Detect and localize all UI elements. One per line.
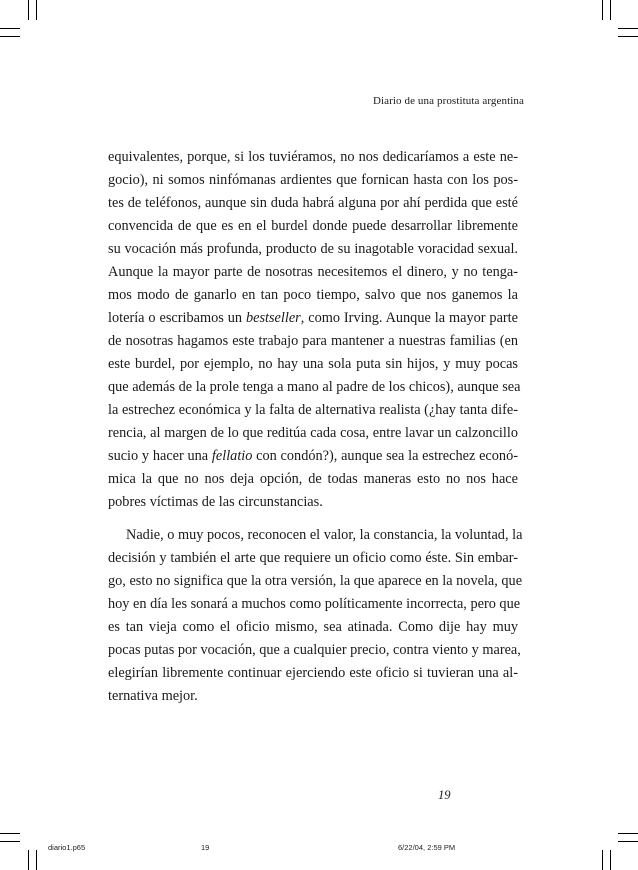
text-line: hoy en día les sonará a muchos como políticamente incorrecta, pero que <box>108 596 521 612</box>
text-line: ternativa mejor. <box>108 688 198 704</box>
text-line: gocio), ni somos ninfómanas ardientes que fornican hasta con los pos- <box>108 172 518 188</box>
italic-term: fellatio <box>211 448 253 464</box>
text-line: sucio y hacer una fellatio con condón?), aunque sea la estrechez econó- <box>108 448 518 464</box>
text-line: equivalentes, porque, si los tuviéramos, no nos dedicaríamos a este ne- <box>108 149 518 165</box>
text-line: pocas putas por vocación, que a cualquier precio, contra viento y marea, <box>108 642 521 658</box>
text-line: decisión y también el arte que requiere un oficio como éste. Sin embar- <box>108 550 518 566</box>
text-line: es tan vieja como el oficio mismo, sea atinada. Como dije hay muy <box>108 619 518 635</box>
paragraph <box>108 524 523 708</box>
text-line: este burdel, por ejemplo, no hay una sola puta sin hijos, y muy pocas <box>108 356 518 372</box>
text-line: su vocación más profunda, producto de su inagotable voracidad sexual. <box>108 241 518 257</box>
text-line: de nosotras hagamos este trabajo para mantener a nuestras familias (en <box>108 333 518 349</box>
text-line: convencida de que es en el burdel donde puede desarrollar libremente <box>108 218 518 234</box>
italic-term: bestseller <box>245 310 301 326</box>
paragraph-gap <box>108 514 518 524</box>
slug-file-name: diario1.p65 <box>48 843 86 852</box>
text-line: tes de teléfonos, aunque sin duda habrá alguna por ahí perdida que esté <box>108 195 518 211</box>
text-line: pobres víctimas de las circunstancias. <box>108 494 323 510</box>
running-head: Diario de una prostituta argentina <box>372 95 524 107</box>
paragraph <box>108 146 521 514</box>
slug-datetime: 6/22/04, 2:59 PM <box>398 843 456 852</box>
slug-page: 19 <box>201 843 210 852</box>
text-line: lotería o escribamos un bestseller, como Irving. Aunque la mayor parte <box>108 310 518 326</box>
text-line: mica la que no nos deja opción, de todas maneras esto no nos hace <box>108 471 518 487</box>
text-line: mos modo de ganarlo en tan poco tiempo, salvo que nos ganemos la <box>108 287 518 303</box>
text-line: go, esto no significa que la otra versión, la que aparece en la novela, que <box>108 573 523 589</box>
text-line: rencia, al margen de lo que reditúa cada cosa, entre lavar un calzoncillo <box>108 425 518 441</box>
text-line: Aunque la mayor parte de nosotras necesitemos el dinero, y no tenga- <box>108 264 518 280</box>
text-line: elegirían libremente continuar ejerciendo este oficio si tuvieran una al- <box>108 665 518 681</box>
text-line: Nadie, o muy pocos, reconocen el valor, la constancia, la voluntad, la <box>126 527 523 543</box>
body-text <box>108 146 523 708</box>
page-number: 19 <box>438 788 451 802</box>
text-line: la estrechez económica y la falta de alternativa realista (¿hay tanta dife- <box>108 402 518 418</box>
text-line: que además de la prole tenga a mano al padre de los chicos), aunque sea <box>108 379 521 395</box>
